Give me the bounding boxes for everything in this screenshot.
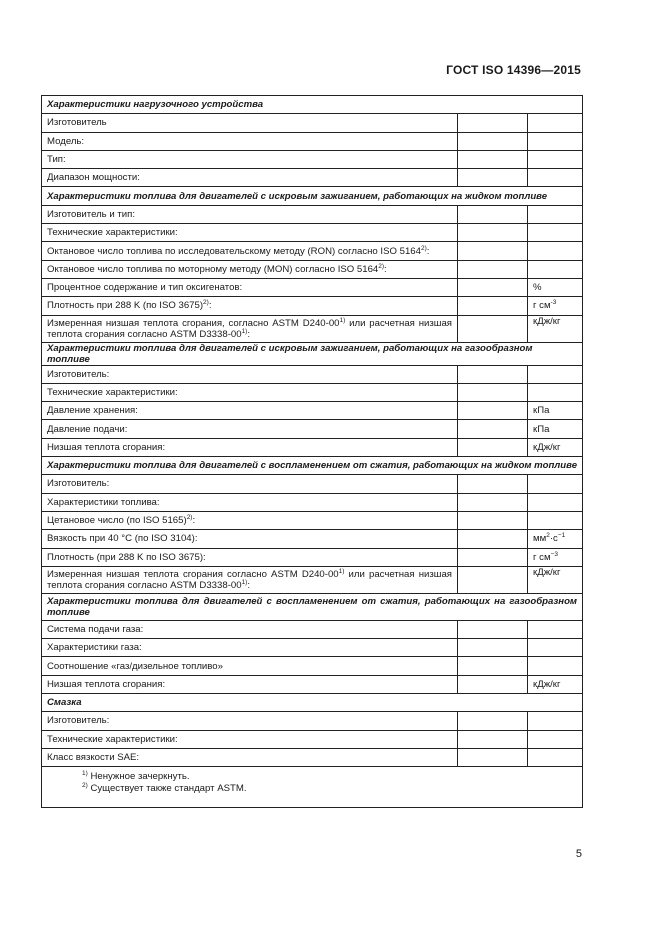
row-label — [42, 169, 458, 187]
value-cell[interactable] — [458, 730, 528, 748]
table-row — [42, 420, 583, 438]
table-row — [42, 639, 583, 657]
row-label — [42, 675, 458, 693]
row-label-text: Изготовитель: — [47, 368, 110, 380]
row-label-text: Низшая теплота сгорания: — [47, 441, 166, 453]
table-row — [42, 242, 583, 260]
row-label — [42, 297, 458, 315]
row-label-text: : — [192, 515, 196, 527]
table-row — [42, 365, 583, 383]
value-cell[interactable] — [458, 639, 528, 657]
row-label-text: Диапазон мощности: — [47, 172, 140, 184]
footnote-ref: 2) — [420, 244, 427, 252]
value-cell[interactable] — [458, 315, 528, 342]
unit-cell — [528, 420, 583, 438]
row-label-text: Низшая теплота сгорания: — [47, 678, 166, 690]
table-row — [42, 383, 583, 401]
row-label — [42, 365, 458, 383]
row-label-text: Изготовитель: — [47, 478, 110, 490]
table-row — [42, 132, 583, 150]
unit-cell — [528, 438, 583, 456]
row-label — [42, 132, 458, 150]
unit-cell — [528, 657, 583, 675]
value-cell[interactable] — [458, 657, 528, 675]
footnote-ref: 1) — [339, 316, 346, 324]
unit-cell — [528, 114, 583, 132]
row-label — [42, 475, 458, 493]
section-title: Характеристики нагрузочного устройства — [42, 96, 583, 114]
unit-cell — [528, 297, 583, 315]
value-cell[interactable] — [458, 114, 528, 132]
section-header-row — [42, 694, 583, 712]
row-label-text: Изготовитель и тип: — [47, 208, 135, 220]
value-cell[interactable] — [458, 438, 528, 456]
row-label-text: Технические характеристики: — [47, 387, 178, 398]
row-label-text: : — [426, 245, 430, 257]
table-row — [42, 402, 583, 420]
value-cell[interactable] — [458, 150, 528, 168]
table-row — [42, 748, 583, 766]
section-header-row — [42, 342, 583, 365]
unit-cell — [528, 748, 583, 766]
table-row — [42, 493, 583, 511]
unit-cell — [528, 242, 583, 260]
unit-cell — [528, 566, 583, 593]
value-cell[interactable] — [458, 548, 528, 566]
footnote-1-mark: 1) — [82, 770, 88, 778]
document-code: ГОСТ ISO 14396—2015 — [446, 63, 581, 77]
value-cell[interactable] — [458, 365, 528, 383]
value-cell[interactable] — [458, 205, 528, 223]
unit-cell — [528, 493, 583, 511]
row-label — [42, 639, 458, 657]
value-cell[interactable] — [458, 402, 528, 420]
section-header-row — [42, 187, 583, 205]
page-number: 5 — [575, 848, 582, 860]
value-cell[interactable] — [458, 297, 528, 315]
value-cell[interactable] — [458, 511, 528, 529]
value-cell[interactable] — [458, 132, 528, 150]
row-label — [42, 748, 458, 766]
unit-cell — [528, 730, 583, 748]
unit-cell — [528, 402, 583, 420]
unit-cell — [528, 150, 583, 168]
unit-text: % — [533, 282, 542, 294]
table-row — [42, 675, 583, 693]
section-title: Характеристики топлива для двигателей с искровым зажиганием, работающих на жидком топливе — [42, 187, 583, 205]
unit-cell — [528, 205, 583, 223]
footnote-ref: 2) — [203, 299, 209, 307]
unit-text: кДж/кг — [533, 441, 561, 453]
unit-text: кПа — [533, 405, 550, 417]
footnote-ref: 1) — [338, 567, 345, 575]
footnote-ref: 2) — [378, 262, 385, 270]
row-label-text: Октановое число топлива по исследовательскому методу (RON) согласно ISO 5164 — [47, 245, 421, 257]
footnote-2-mark: 2) — [82, 782, 88, 790]
value-cell[interactable] — [458, 224, 528, 242]
unit-cell — [528, 712, 583, 730]
table-row — [42, 530, 583, 548]
row-label-text: Характеристики газа: — [47, 642, 142, 654]
unit-text: кДж/кг — [533, 566, 561, 578]
row-label-text: Система подачи газа: — [47, 623, 144, 635]
table-row — [42, 114, 583, 132]
table-row — [42, 620, 583, 638]
unit-text: кДж/кг — [533, 315, 561, 327]
table-row — [42, 730, 583, 748]
footnotes-row — [42, 767, 583, 808]
unit-text: г см — [533, 551, 551, 563]
row-label-text: Характеристики топлива: — [47, 496, 160, 508]
row-label — [42, 620, 458, 638]
row-label-text: Давление хранения: — [47, 405, 138, 417]
row-label-text: Плотность (при 288 K по ISO 3675): — [47, 551, 206, 563]
value-cell[interactable] — [458, 420, 528, 438]
table-row — [42, 712, 583, 730]
unit-cell — [528, 315, 583, 342]
value-cell[interactable] — [458, 260, 528, 278]
table-row — [42, 278, 583, 296]
row-label-text: Технические характеристики: — [47, 227, 178, 239]
value-cell[interactable] — [458, 278, 528, 296]
unit-text: кДж/кг — [533, 678, 561, 690]
row-label — [42, 657, 458, 675]
unit-exponent: 2 — [546, 532, 550, 540]
row-label-text: Изготовитель: — [47, 715, 110, 727]
row-label — [42, 114, 458, 132]
unit-exponent: −1 — [557, 532, 566, 540]
table-row — [42, 169, 583, 187]
table-row — [42, 150, 583, 168]
unit-cell — [528, 639, 583, 657]
section-header-row — [42, 593, 583, 620]
value-cell[interactable] — [458, 169, 528, 187]
specification-table — [41, 95, 583, 808]
table-row — [42, 438, 583, 456]
row-label-text: или расчетная низшая теплота сгорания согласно ASTM D3338-00 — [47, 317, 452, 340]
unit-text: ·с — [549, 533, 558, 545]
row-label-text: Измеренная низшая теплота сгорания согласно ASTM D240-00 — [47, 568, 339, 580]
row-label — [42, 315, 458, 342]
row-label — [42, 402, 458, 420]
value-cell[interactable] — [458, 475, 528, 493]
footnote-1-text: Ненужное зачеркнуть. — [87, 771, 190, 783]
row-label — [42, 150, 458, 168]
table-row — [42, 548, 583, 566]
value-cell[interactable] — [458, 530, 528, 548]
table-row — [42, 566, 583, 593]
unit-cell — [528, 260, 583, 278]
section-title: Смазка — [42, 694, 583, 712]
unit-cell — [528, 530, 583, 548]
table-row — [42, 315, 583, 342]
row-label — [42, 548, 458, 566]
section-header-row — [42, 96, 583, 114]
section-title: Характеристики топлива для двигателей с воспламенением от сжатия, работающих на жидком топливе — [42, 457, 583, 475]
row-label-text: или расчетная низшая теплота сгорания согласно ASTM D3338-00 — [47, 568, 453, 591]
row-label-text: Соотношение «газ/дизельное топливо» — [47, 660, 223, 672]
value-cell[interactable] — [458, 383, 528, 401]
row-label — [42, 383, 458, 401]
table-row — [42, 475, 583, 493]
row-label — [42, 224, 458, 242]
unit-exponent: −3 — [550, 550, 558, 558]
row-label-text: Цетановое число (по ISO 5165) — [47, 515, 187, 527]
value-cell[interactable] — [458, 493, 528, 511]
row-label — [42, 438, 458, 456]
footnote-1 — [47, 771, 577, 783]
row-label — [42, 530, 458, 548]
value-cell[interactable] — [458, 712, 528, 730]
unit-cell — [528, 169, 583, 187]
row-label-text: Тип: — [47, 154, 66, 166]
table-row — [42, 260, 583, 278]
footnotes-cell — [42, 767, 583, 808]
table-row — [42, 224, 583, 242]
row-label-text: Модель: — [47, 135, 85, 147]
row-label — [42, 730, 458, 748]
footnote-ref: 1) — [241, 327, 248, 335]
unit-cell — [528, 365, 583, 383]
unit-text: мм — [533, 533, 547, 545]
row-label-text: Октановое число топлива по моторному методу (MON) согласно ISO 5164 — [47, 263, 379, 275]
footnote-ref: 2) — [186, 513, 193, 521]
row-label — [42, 205, 458, 223]
unit-cell — [528, 383, 583, 401]
table-row — [42, 205, 583, 223]
row-label — [42, 566, 458, 593]
row-label-text: : — [247, 579, 251, 591]
unit-cell — [528, 224, 583, 242]
row-label-text: Измеренная низшая теплота сгорания, согласно ASTM D240-00 — [47, 317, 340, 329]
row-label-text: : — [384, 263, 387, 275]
row-label-text: Давление подачи: — [47, 423, 128, 435]
row-label-text: Вязкость при 40 °С (по ISO 3104): — [47, 533, 198, 545]
section-title: Характеристики топлива для двигателей с воспламенением от сжатия, работающих на газообразном топливе — [42, 593, 583, 620]
table-row — [42, 297, 583, 315]
unit-text: г см — [533, 300, 551, 312]
row-label-text: : — [208, 300, 212, 312]
section-header-row — [42, 457, 583, 475]
unit-text: кПа — [533, 423, 550, 435]
row-label — [42, 260, 458, 278]
row-label-text: Класс вязкости SAE: — [47, 752, 140, 764]
unit-exponent: -3 — [550, 299, 557, 307]
row-label-text: : — [247, 328, 251, 340]
row-label — [42, 511, 458, 529]
row-label-text: Технические характеристики: — [47, 733, 178, 745]
footnote-2 — [47, 783, 577, 795]
unit-cell — [528, 475, 583, 493]
unit-cell — [528, 132, 583, 150]
value-cell[interactable] — [458, 242, 528, 260]
unit-cell — [528, 675, 583, 693]
footnote-ref: 1) — [241, 578, 248, 586]
section-title: Характеристики топлива для двигателей с искровым зажиганием, работающих на газообразном топливе — [42, 342, 583, 365]
value-cell[interactable] — [458, 620, 528, 638]
unit-cell — [528, 278, 583, 296]
table-row — [42, 511, 583, 529]
table-row — [42, 657, 583, 675]
row-label — [42, 712, 458, 730]
row-label-text: Плотность при 288 K (по ISO 3675) — [47, 300, 204, 312]
unit-cell — [528, 620, 583, 638]
footnote-2-text: Существует также стандарт ASTM. — [87, 783, 247, 795]
row-label — [42, 242, 458, 260]
row-label — [42, 493, 458, 511]
value-cell[interactable] — [458, 566, 528, 593]
row-label — [42, 278, 458, 296]
row-label-text: Изготовитель — [47, 117, 107, 129]
row-label — [42, 420, 458, 438]
unit-cell — [528, 511, 583, 529]
value-cell[interactable] — [458, 675, 528, 693]
unit-cell — [528, 548, 583, 566]
row-label-text: Процентное содержание и тип оксигенатов: — [47, 282, 243, 294]
value-cell[interactable] — [458, 748, 528, 766]
